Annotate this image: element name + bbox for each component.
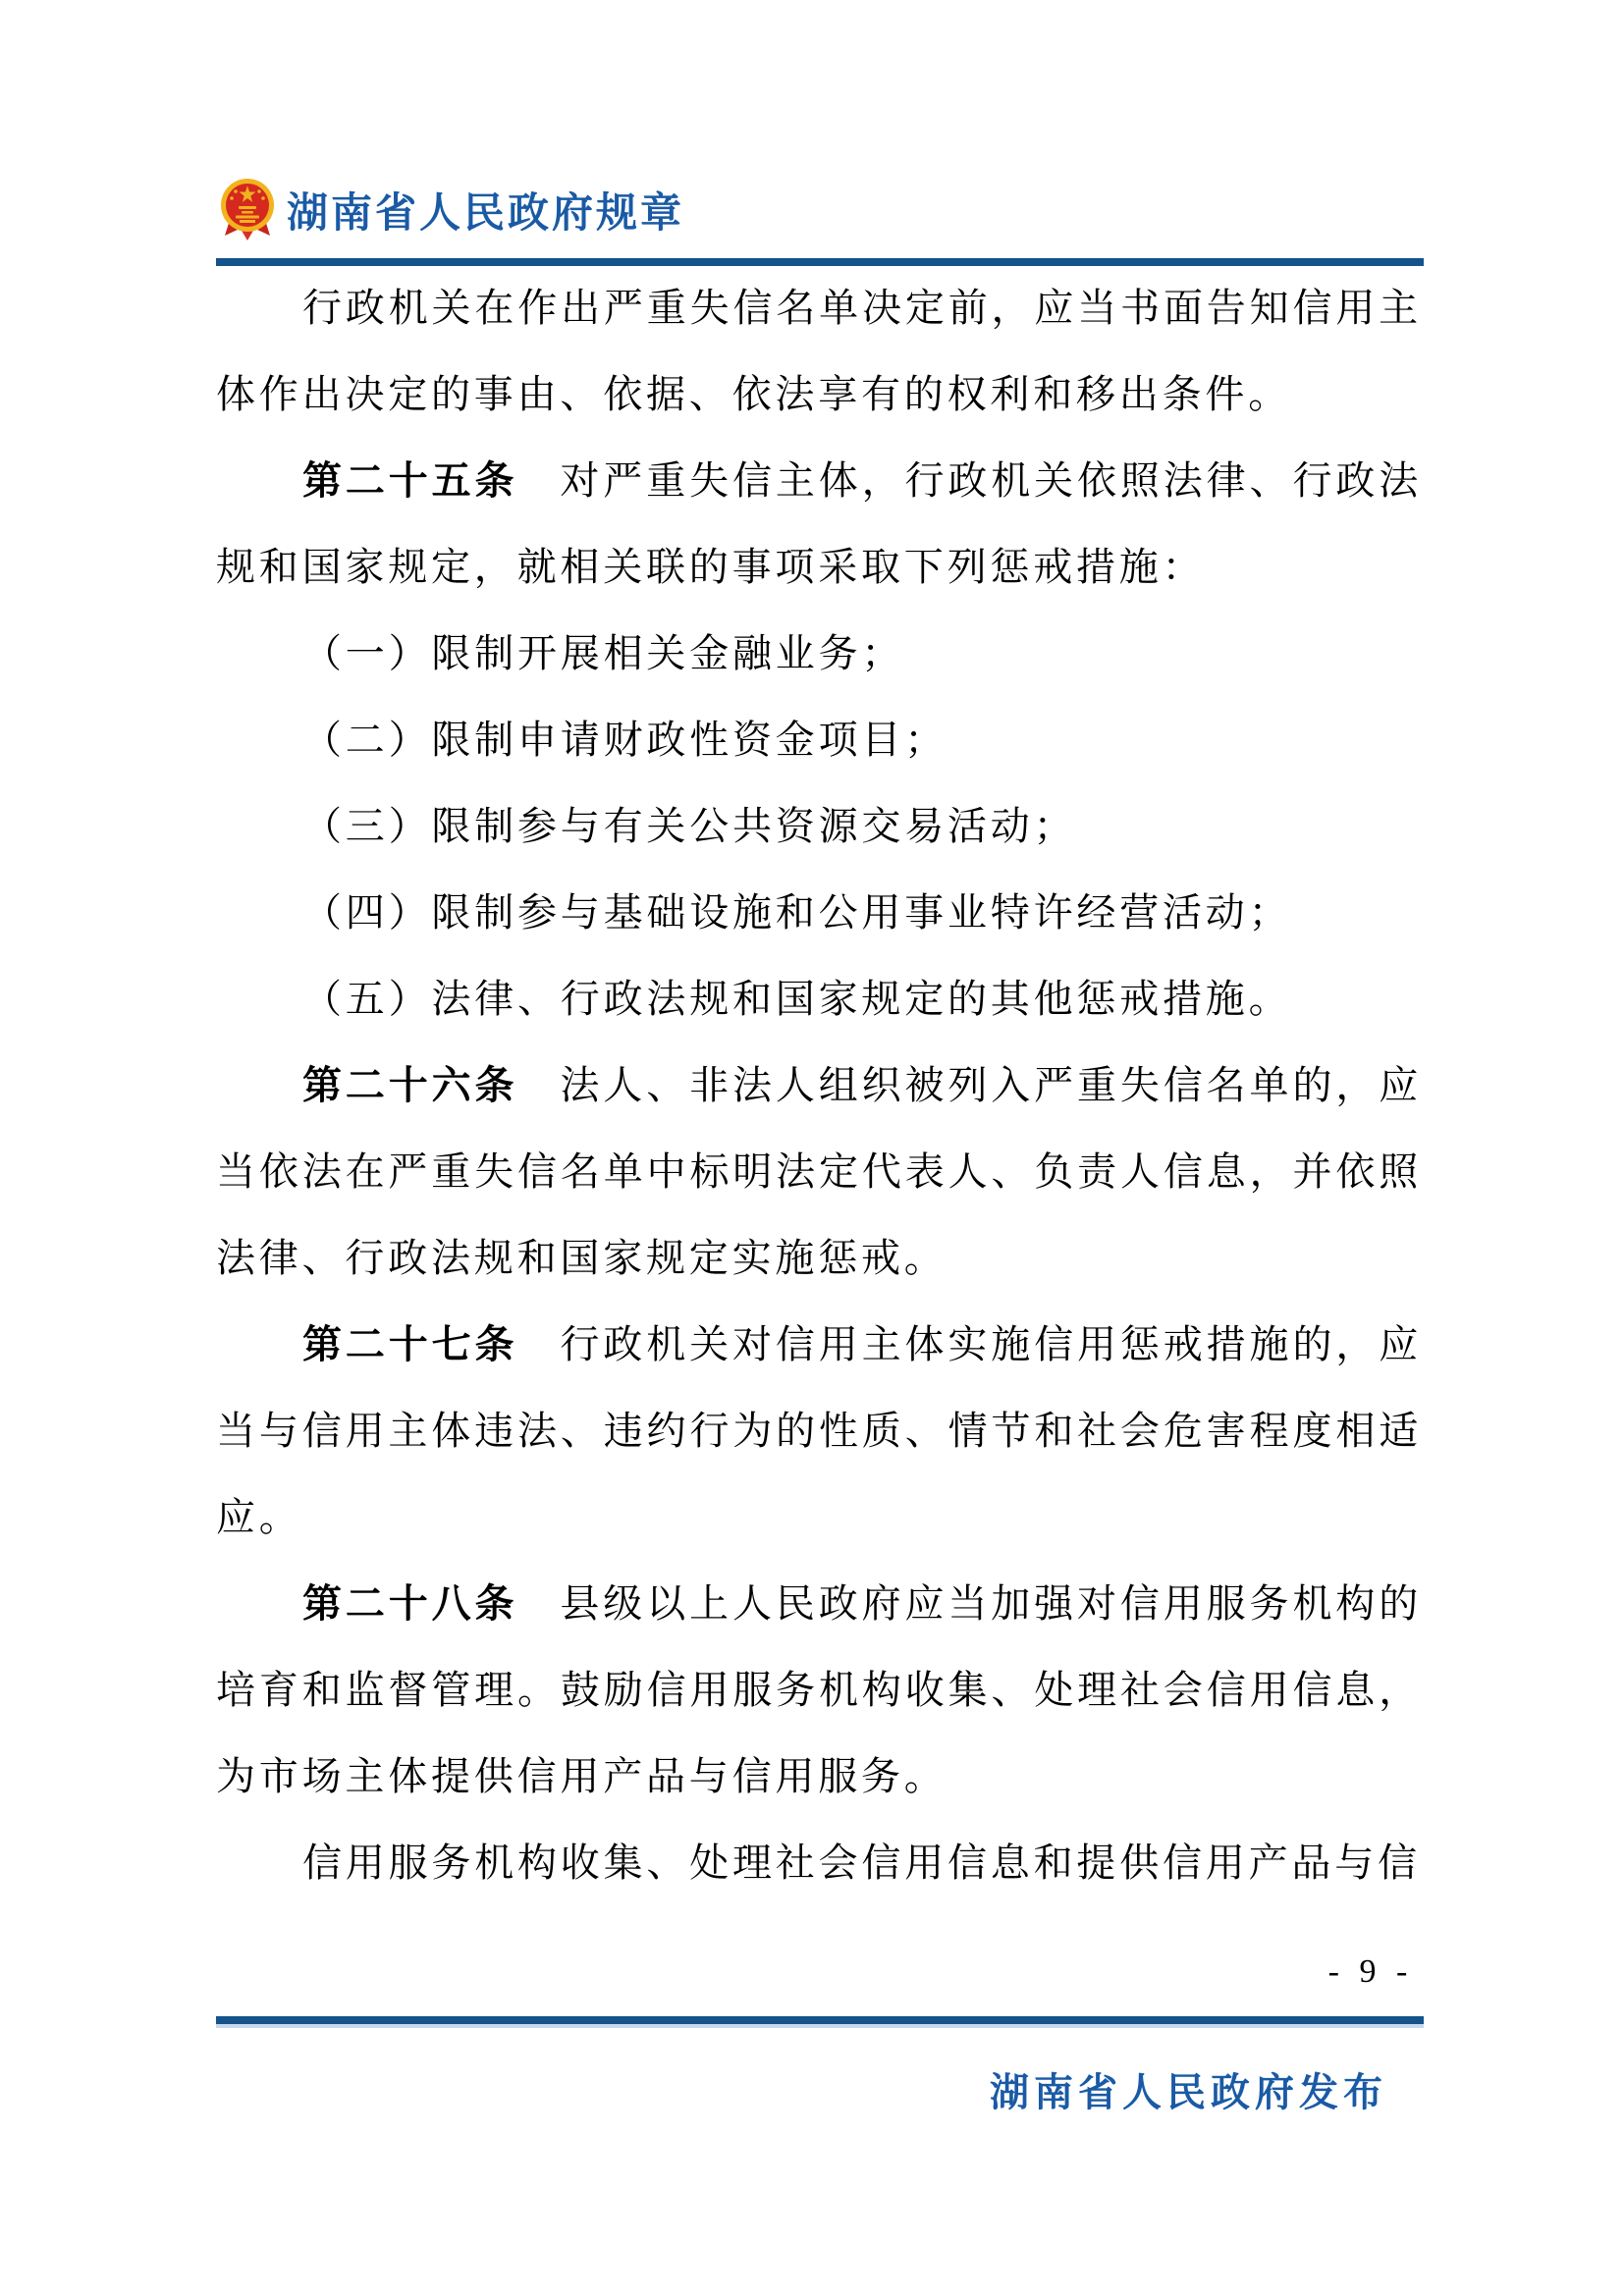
- article-number: 第二十六条: [302, 1064, 518, 1107]
- paragraph-text: （三）限制参与有关公共资源交易活动；: [302, 804, 1077, 848]
- paragraph-text: 行政机关在作出严重失信名单决定前，应当书面告知信用主体作出决定的事由、依据、依法享有的权利和移出条件。: [216, 286, 1422, 416]
- china-national-emblem-icon: [217, 177, 278, 241]
- body-paragraph: [216, 1820, 1422, 1906]
- body-paragraph: [216, 438, 1422, 611]
- body-paragraph: [216, 611, 1422, 697]
- article-number: 第二十五条: [302, 459, 518, 503]
- paragraph-text: 县级以上人民政府应当加强对信用服务机构的培育和监督管理。鼓励信用服务机构收集、处理社会信用信息，为市场主体提供信用产品与信用服务。: [216, 1581, 1423, 1798]
- paragraph-text: （五）法律、行政法规和国家规定的其他惩戒措施。: [302, 977, 1292, 1021]
- page-title: 湖南省人民政府规章: [287, 191, 685, 237]
- body-paragraph: [216, 265, 1422, 438]
- paragraph-text: 信用服务机构收集、处理社会信用信息和提供信用产品与信: [302, 1841, 1421, 1885]
- body-paragraph: [216, 783, 1422, 870]
- paragraph-text: （四）限制参与基础设施和公用事业特许经营活动；: [302, 890, 1292, 934]
- paragraph-text: 对严重失信主体，行政机关依照法律、行政法规和国家规定，就相关联的事项采取下列惩戒措施：: [216, 458, 1423, 589]
- paragraph-text: （二）限制申请财政性资金项目；: [302, 718, 947, 762]
- page-number: - 9 -: [1327, 1953, 1414, 1990]
- publisher-label: 湖南省人民政府发布: [990, 2070, 1387, 2114]
- article-number: 第二十七条: [302, 1323, 518, 1366]
- paragraph-text: 行政机关对信用主体实施信用惩戒措施的，应当与信用主体违法、违约行为的性质、情节和社会危害程度相适应。: [216, 1322, 1423, 1539]
- paragraph-text: （一）限制开展相关金融业务；: [302, 631, 905, 675]
- body-paragraph: [216, 956, 1422, 1042]
- body-paragraph: [216, 870, 1422, 956]
- body-paragraph: [216, 1042, 1422, 1302]
- body-paragraph: [216, 1561, 1422, 1820]
- body-paragraph: [216, 697, 1422, 783]
- footer-divider: [216, 2016, 1424, 2024]
- paragraph-text: 法人、非法人组织被列入严重失信名单的，应当依法在严重失信名单中标明法定代表人、负责人信息，并依照法律、行政法规和国家规定实施惩戒。: [216, 1063, 1423, 1280]
- body-paragraph: [216, 1302, 1422, 1561]
- article-number: 第二十八条: [302, 1582, 518, 1626]
- regulation-body: [216, 265, 1422, 1906]
